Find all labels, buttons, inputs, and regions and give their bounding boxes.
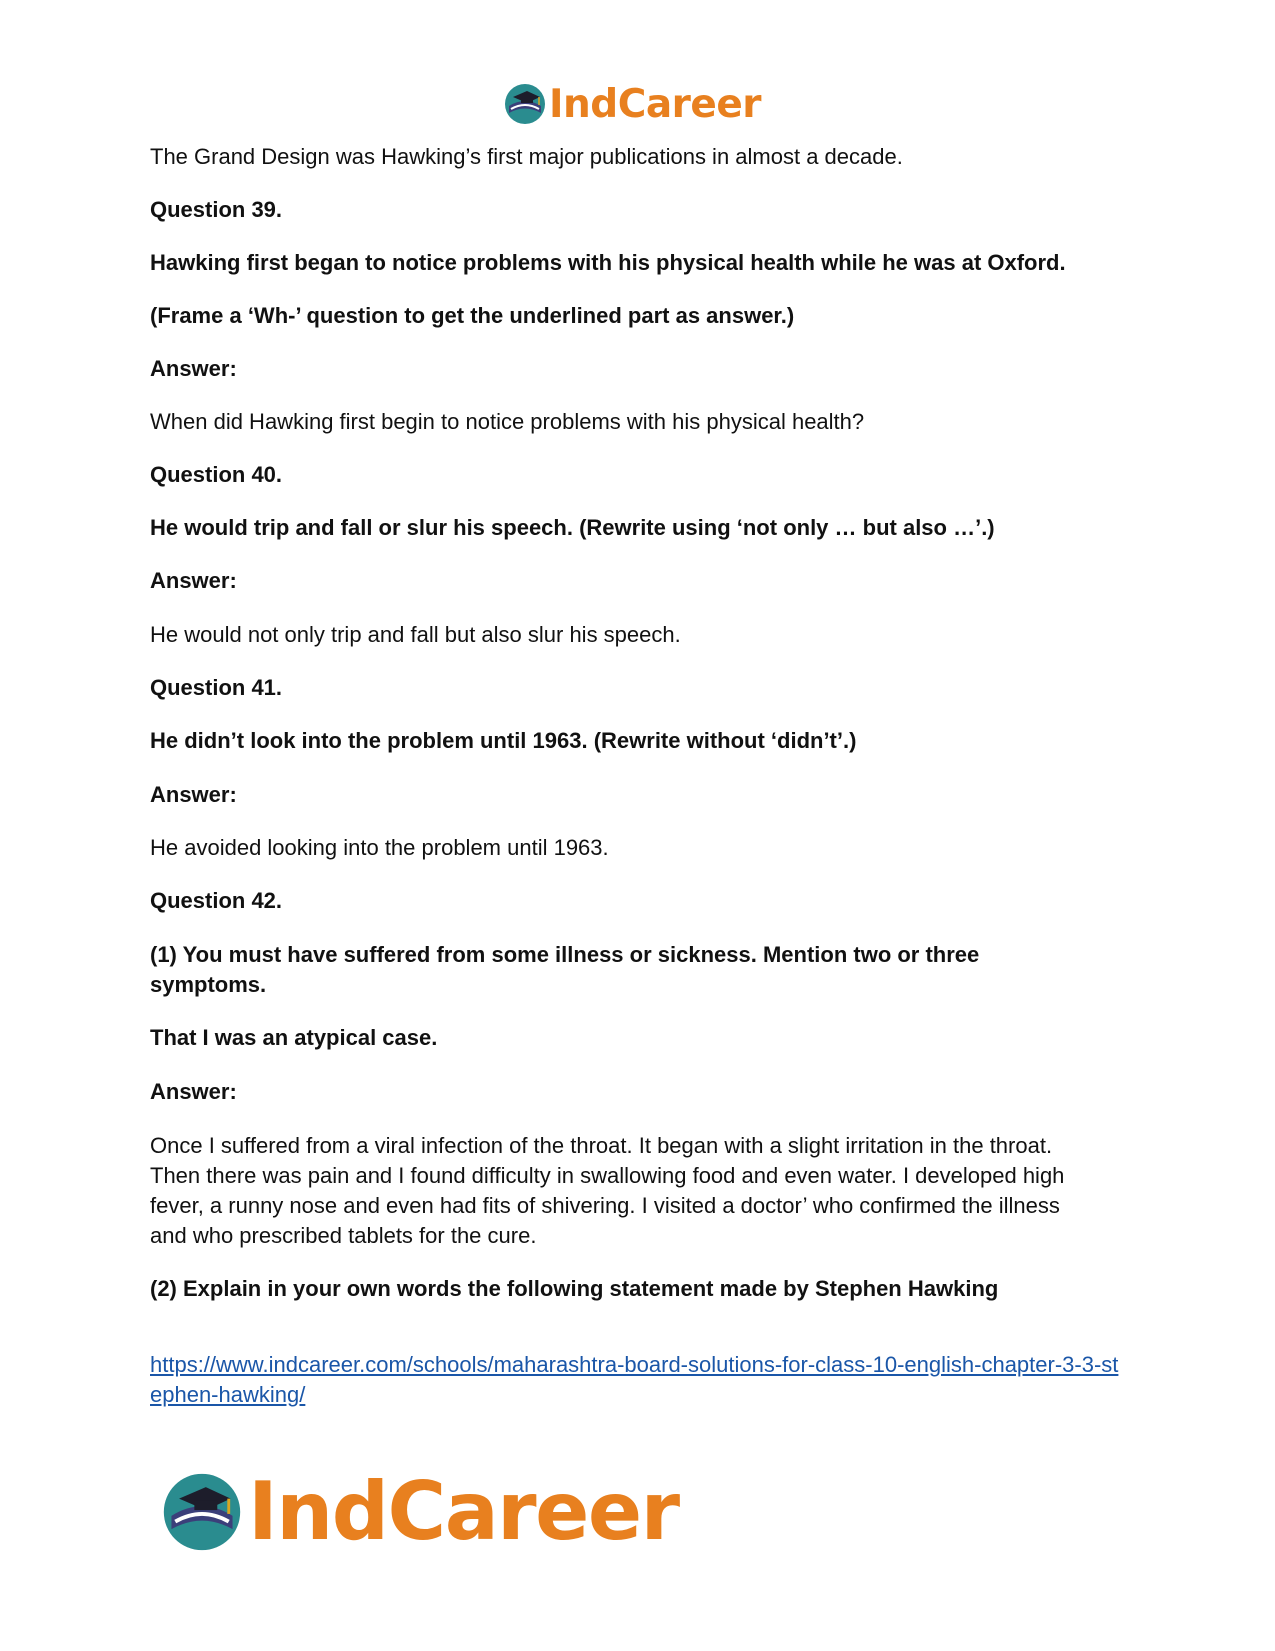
question-instruction: (Frame a ‘Wh-’ question to get the underlined part as answer.) <box>150 303 795 328</box>
graduation-cap-globe-book-icon <box>503 82 547 126</box>
question-text: (1) You must have suffered from some illness or sickness. Mention two or three symptoms. <box>150 942 980 997</box>
question-text: Hawking first began to notice problems with his physical health while he was at Oxford. <box>150 250 1066 275</box>
brand-wordmark: IndCareer <box>549 81 761 127</box>
question-text: (2) Explain in your own words the following statement made by Stephen Hawking <box>150 1276 999 1301</box>
answer-text: He would not only trip and fall but also slur his speech. <box>150 622 681 647</box>
question-heading: Question 41. <box>150 675 283 700</box>
answer-text: He avoided looking into the problem until 1963. <box>150 835 609 860</box>
answer-label: Answer: <box>150 1079 237 1104</box>
footer-logo <box>160 1467 679 1557</box>
source-link-wrapper <box>150 1350 1130 1410</box>
intro-paragraph: The Grand Design was Hawking’s first major publications in almost a decade. <box>150 144 903 169</box>
answer-text: When did Hawking first begin to notice problems with his physical health? <box>150 409 865 434</box>
answer-label: Answer: <box>150 568 237 593</box>
question-text: He didn’t look into the problem until 1963. (Rewrite without ‘didn’t’.) <box>150 728 857 753</box>
question-heading: Question 39. <box>150 197 283 222</box>
graduation-cap-globe-book-icon <box>160 1470 244 1554</box>
question-heading: Question 40. <box>150 462 283 487</box>
question-text: That I was an atypical case. <box>150 1025 438 1050</box>
question-text: He would trip and fall or slur his speech. (Rewrite using ‘not only … but also …’.) <box>150 515 995 540</box>
answer-label: Answer: <box>150 782 237 807</box>
header-logo <box>503 80 761 128</box>
brand-wordmark: IndCareer <box>248 1465 679 1558</box>
answer-text: Once I suffered from a viral infection of the throat. It began with a slight irritation in the throat. Then there was pain and I found difficulty in swallowing food and even water. I developed high fever, a runny nose and even had fits of shivering. I visited a doctor’ who confirmed the illness and who prescribed tablets for the cure. <box>150 1133 1065 1248</box>
source-link[interactable]: https://www.indcareer.com/schools/maharashtra-board-solutions-for-class-10-english-chapter-3-3-stephen-hawking/ <box>150 1352 1119 1407</box>
question-heading: Question 42. <box>150 888 283 913</box>
answer-label: Answer: <box>150 356 237 381</box>
